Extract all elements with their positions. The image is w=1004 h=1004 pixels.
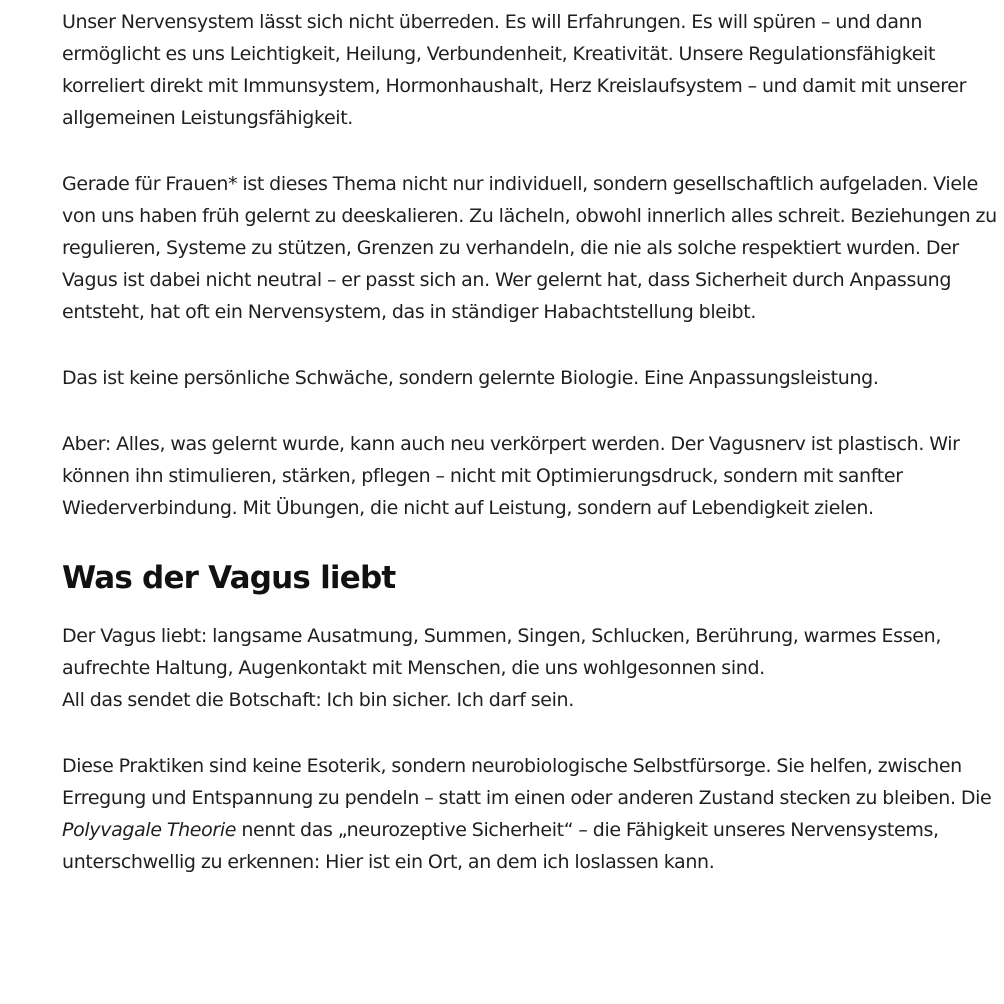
- section-heading: Was der Vagus liebt: [62, 560, 396, 596]
- practices-text-start: Diese Praktiken sind keine Esoterik, sondern neurobiologische Selbstfürsorge. Sie helfen, zwischen Erregung und Entspannung zu pendeln – statt im einen oder anderen Zustand stecken zu bleiben. Die: [62, 755, 992, 809]
- paragraph-women: Gerade für Frauen* ist dieses Thema nicht nur individuell, sondern gesellschaftlich aufgeladen. Viele von uns haben früh gelernt zu deeskalieren. Zu lächeln, obwohl innerlich alles schreit. Beziehungen zu regulieren, Systeme zu stützen, Grenzen zu verhandeln, die nie als solche respektiert wurden. Der Vagus ist dabei nicht neutral – er passt sich an. Wer gelernt hat, dass Sicherheit durch Anpassung entsteht, hat oft ein Nervensystem, das in ständiger Habachtstellung bleibt.: [62, 173, 997, 323]
- paragraph-practices: [62, 750, 1002, 878]
- paragraph-biology: Das ist keine persönliche Schwäche, sondern gelernte Biologie. Eine Anpassungsleistung.: [62, 367, 879, 389]
- polyvagal-theory-term: Polyvagale Theorie: [62, 819, 237, 841]
- practices-text-end: nennt das „neurozeptive Sicherheit“ – die Fähigkeit unseres Nervensystems, unterschwellig zu erkennen: Hier ist ein Ort, an dem ich loslassen kann.: [62, 819, 939, 873]
- paragraph-nervous-system: Unser Nervensystem lässt sich nicht überreden. Es will Erfahrungen. Es will spüren – und dann ermöglicht es uns Leichtigkeit, Heilung, Verbundenheit, Kreativität. Unsere Regulationsfähigkeit korreliert direkt mit Immunsystem, Hormonhaushalt, Herz Kreislaufsystem – und damit mit unserer allgemeinen Leistungsfähigkeit.: [62, 11, 967, 129]
- article-body: [62, 6, 1002, 912]
- vagus-loves-message: All das sendet die Botschaft: Ich bin sicher. Ich darf sein.: [62, 689, 574, 711]
- vagus-loves-list: Der Vagus liebt: langsame Ausatmung, Summen, Singen, Schlucken, Berührung, warmes Essen, aufrechte Haltung, Augenkontakt mit Menschen, die uns wohlgesonnen sind.: [62, 625, 942, 679]
- paragraph-plasticity: Aber: Alles, was gelernt wurde, kann auch neu verkörpert werden. Der Vagusnerv ist plastisch. Wir können ihn stimulieren, stärken, pflegen – nicht mit Optimierungsdruck, sondern mit sanfter Wiederverbindung. Mit Übungen, die nicht auf Leistung, sondern auf Lebendigkeit zielen.: [62, 433, 960, 519]
- paragraph-vagus-loves: [62, 620, 1002, 716]
